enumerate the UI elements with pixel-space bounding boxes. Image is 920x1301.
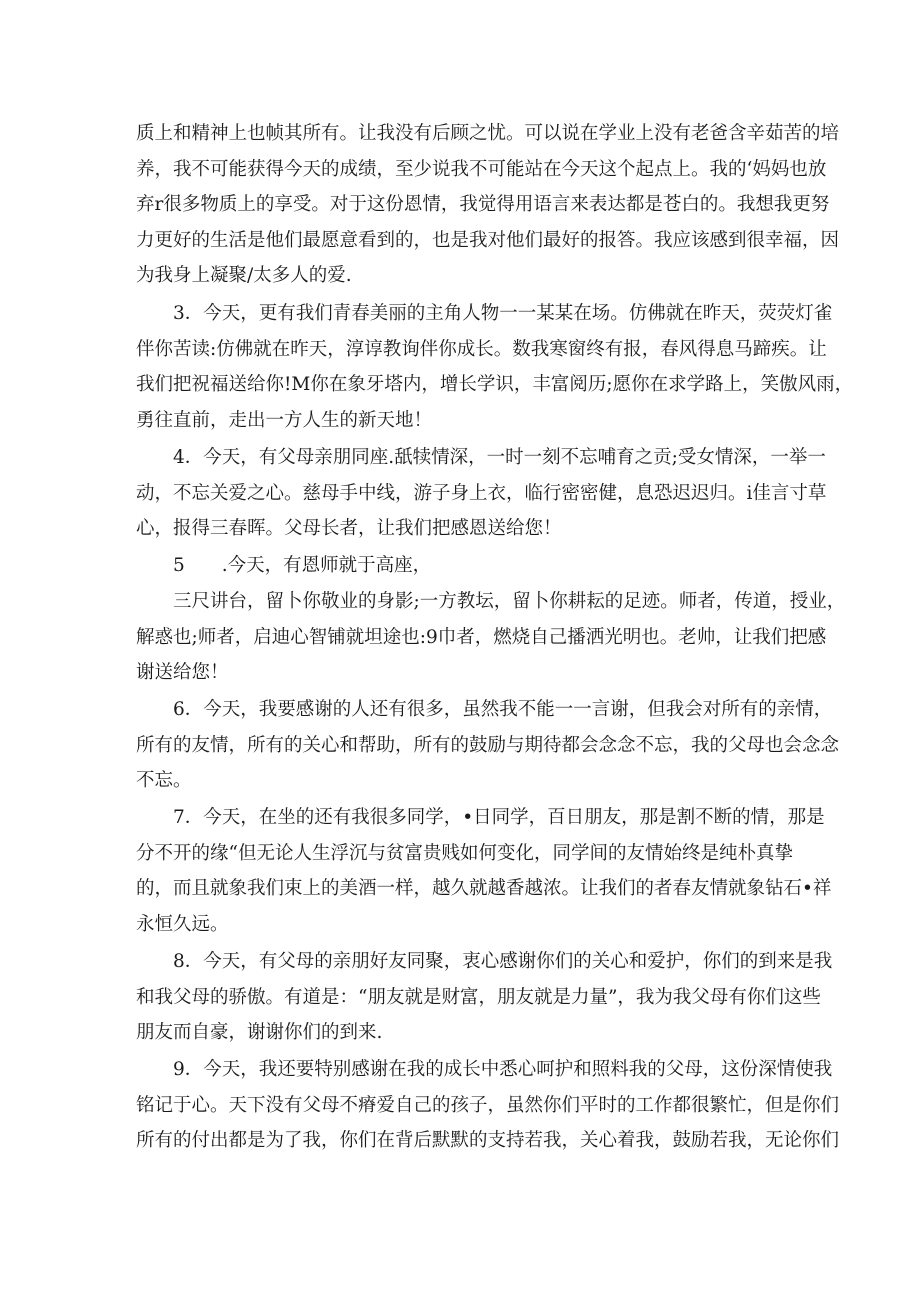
text-line: 弃r很多物质上的享受。对于这份恩情，我觉得用语言来表达都是苍白的。我想我更努	[136, 194, 830, 215]
text-line: 解惑也;师者，启迪心智铺就坦途也:9巾者，燃烧自己播洒光明也。老帅，让我们把感	[136, 626, 827, 648]
text-line: 所有的友情，所有的关心和帮助，所有的鼓励与期待都会念念不忘，我的父母也会念念	[136, 734, 840, 756]
text-line: 不忘。	[136, 770, 192, 791]
text-line: 所有的付出都是为了我，你们在背后默默的支持若我，关心着我，鼓励若我，无论你们	[136, 1130, 840, 1151]
text-line: 永恒久远。	[136, 913, 229, 935]
text-line: 8．今天，有父母的亲朋好友同聚，衷心感谢你们的关心和爱护，你们的到来是我	[173, 951, 833, 972]
paragraph-5-body	[136, 584, 846, 691]
text-line: 5 .今天，有恩师就于高座，	[173, 555, 432, 576]
text-line: 分不开的缘“但无论人生浮沉与贫富贵贱如何变化，同学间的友情始终是纯朴真挚	[136, 842, 793, 864]
text-line: 为我身上凝聚/太多人的爱.	[136, 265, 352, 286]
paragraph-7	[136, 800, 832, 942]
paragraph-3	[136, 296, 854, 438]
paragraph-continuation	[136, 116, 840, 294]
text-line: 动，不忘关爱之心。慈母手中线，游子身上衣，临行密密健，息恐迟迟归。i佳言寸草	[136, 482, 827, 504]
text-line: 7．今天，在坐的还有我很多同学，•日同学，百日朋友，那是割不断的情，那是	[173, 807, 825, 828]
text-line: 6．今天，我要感谢的人还有很多，虽然我不能一一言谢，但我会对所有的亲情，	[173, 699, 833, 720]
paragraph-5-heading	[136, 548, 786, 584]
paragraph-4	[136, 440, 827, 547]
text-line: 朋友而自豪，谢谢你们的到来.	[136, 1022, 383, 1043]
text-line: 心，报得三春晖。父母长者，让我们把感恩送给您！	[136, 518, 562, 539]
paragraph-9	[136, 1052, 840, 1159]
paragraph-6	[136, 692, 840, 799]
text-line: 质上和精神上也帧其所有。让我没有后顾之忧。可以说在学业上没有老爸含辛茹苦的培	[136, 123, 840, 144]
text-line: 我们把祝福送给你!M你在象牙塔内，增长学识，丰富阅历;愿你在求学路上，笑傲风雨，	[136, 374, 854, 395]
text-line: 谢送给您！	[136, 662, 229, 683]
text-line: 伴你苦读:仿佛就在昨天，淳谆教询伴你成长。数我寒窗终有报，春风得息马蹄疾。让	[136, 338, 827, 360]
text-line: 力更好的生活是他们最愿意看到的，也是我对他们最好的报答。我应该感到很幸福，因	[136, 229, 840, 251]
text-line: 的，而且就象我们束上的美酒一样，越久就越香越浓。让我们的者春友情就象钻石•祥	[136, 878, 832, 899]
paragraph-8	[136, 944, 833, 1051]
text-line: 三尺讲台，留卜你敬业的身影;一方教坛，留卜你耕耘的足迹。师者，传道，授业，	[173, 591, 846, 612]
text-line: 9．今天，我还要特别感谢在我的成长中悉心呵护和照料我的父母，这份深情使我	[173, 1059, 833, 1080]
text-line: 养，我不可能获得今天的成绩，至少说我不可能站在今天这个起点上。我的‘妈妈也放	[136, 158, 827, 180]
text-line: 3．今天，更有我们青春美丽的主角人物一一某某在场。仿佛就在昨天，荧荧灯雀	[173, 303, 833, 324]
text-line: 铭记于心。天下没有父母不瘠爱自己的孩子，虽然你们平时的工作都很繁忙，但是你们	[136, 1094, 840, 1116]
text-line: 勇往直前，走出一方人生的新天地！	[136, 409, 433, 431]
text-line: 4．今天，有父母亲朋同座.舐犊情深，一时一刻不忘哺育之贡;受女情深，一举一	[173, 447, 826, 468]
text-line: 和我父母的骄傲。有道是：“朋友就是财富，朋友就是力量”，我为我父母有你们这些	[136, 986, 821, 1008]
